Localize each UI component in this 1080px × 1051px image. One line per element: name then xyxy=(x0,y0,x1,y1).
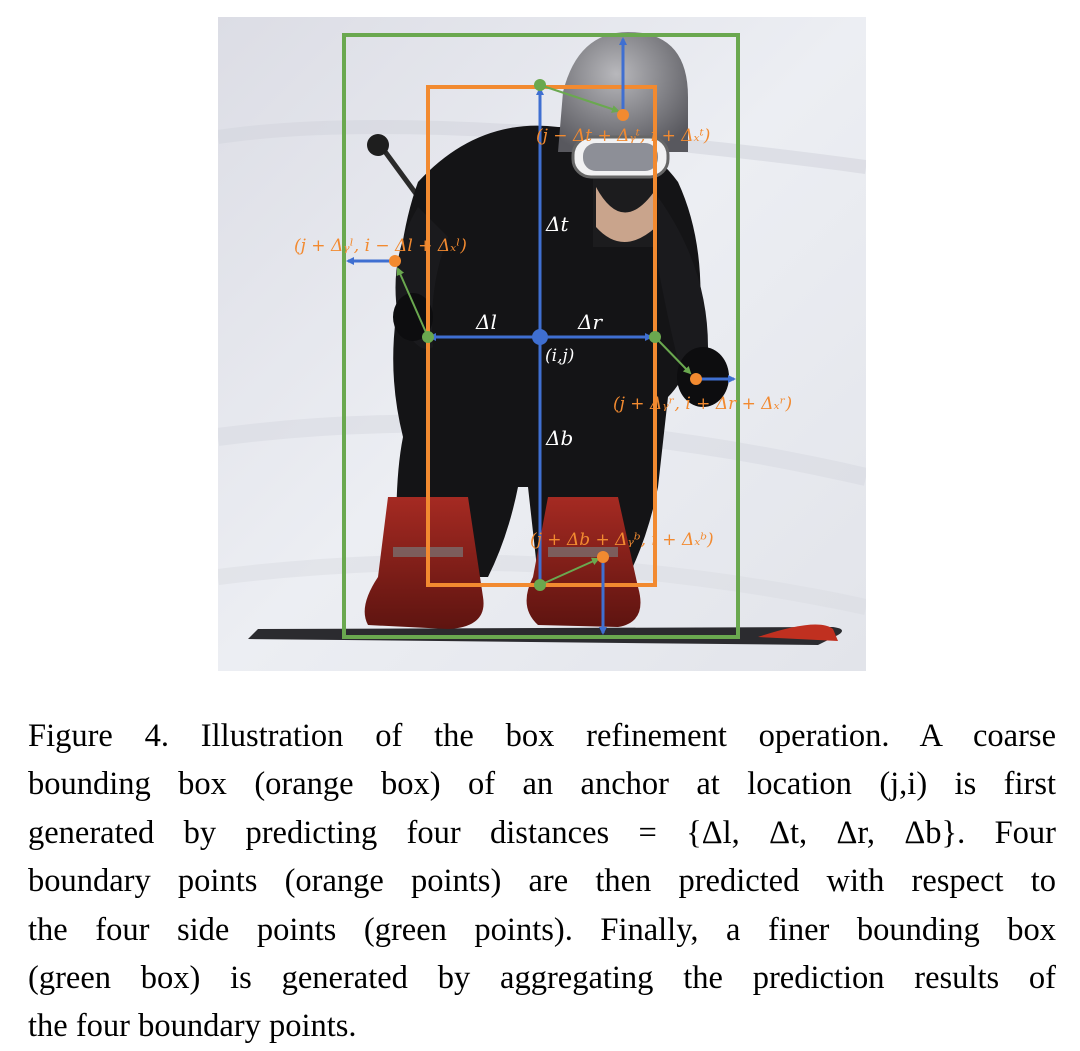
orange-boundary-point-top xyxy=(617,109,629,121)
label-left-point: (j + Δᵧˡ, i − Δl + Δₓˡ) xyxy=(294,236,467,256)
label-delta-l: Δl xyxy=(476,310,497,334)
caption-line: the four boundary points. xyxy=(28,1008,357,1045)
label-right-point: (j + Δᵧʳ, i + Δr + Δₓʳ) xyxy=(613,394,793,414)
green-side-point-left xyxy=(422,331,434,343)
center-point xyxy=(532,329,548,345)
caption-line: (green box) is generated by aggregating the prediction results of xyxy=(28,960,1056,997)
orange-boundary-point-right xyxy=(690,373,702,385)
green-side-point-top xyxy=(534,79,546,91)
label-center: (i,j) xyxy=(545,346,575,366)
caption-line: boundary points (orange points) are then predicted with respect to xyxy=(28,863,1056,900)
orange-boundary-point-left xyxy=(389,255,401,267)
label-delta-t: Δt xyxy=(546,212,569,236)
caption-line: generated by predicting four distances = {Δl, Δt, Δr, Δb}. Four xyxy=(28,814,1056,851)
green-side-point-right xyxy=(649,331,661,343)
orange-boundary-point-bottom xyxy=(597,551,609,563)
figure-caption xyxy=(28,712,1056,1051)
label-delta-r: Δr xyxy=(578,310,603,334)
label-bottom-point: (j + Δb + Δᵧᵇ, i + Δₓᵇ) xyxy=(530,530,714,550)
caption-line: the four side points (green points). Finally, a finer bounding box xyxy=(28,911,1056,948)
label-delta-b: Δb xyxy=(546,426,574,450)
box-refinement-figure xyxy=(218,17,866,671)
caption-line: bounding box (orange box) of an anchor at location (j,i) is first xyxy=(28,766,1056,803)
label-top-point: (j − Δt + Δᵧᵗ, i + Δₓᵗ) xyxy=(536,126,711,146)
green-side-point-bottom xyxy=(534,579,546,591)
caption-line: Figure 4. Illustration of the box refinement operation. A coarse xyxy=(28,718,1056,754)
